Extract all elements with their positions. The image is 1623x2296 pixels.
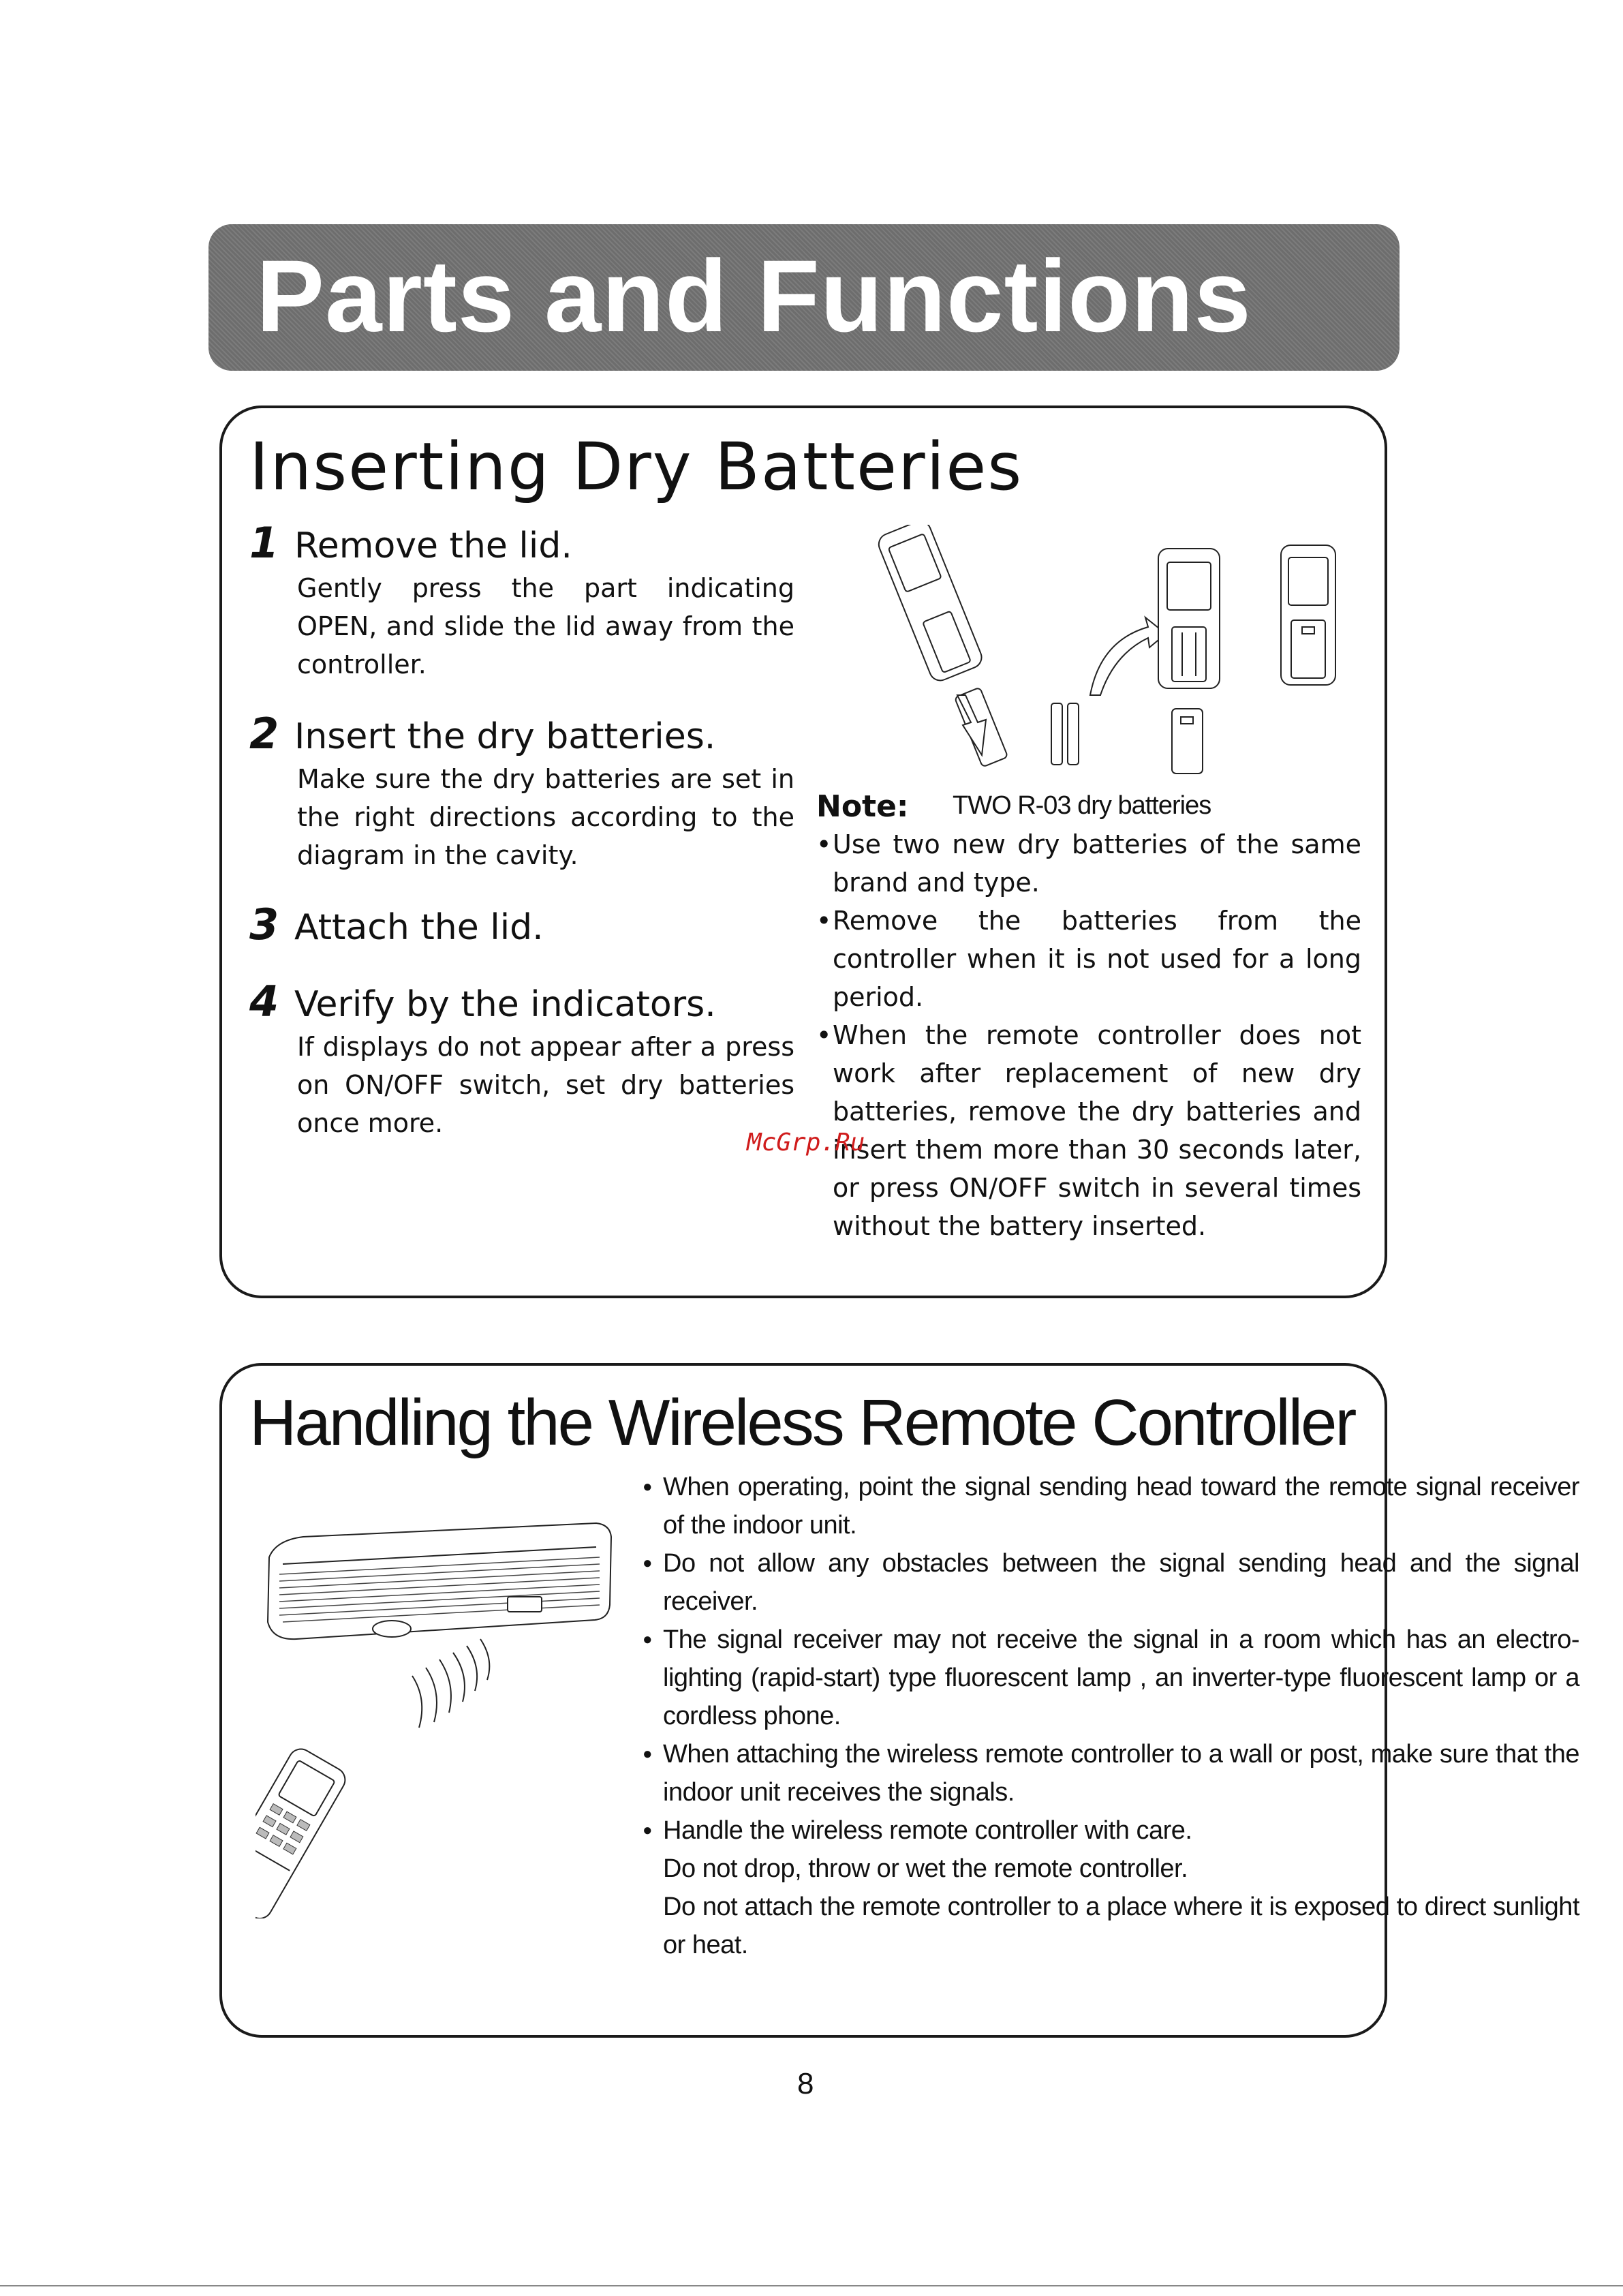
note-list: [816, 825, 1361, 1245]
note-battery-type: TWO R-03 dry batteries: [953, 791, 1211, 820]
step-1: [249, 518, 794, 679]
note-item: • When the remote controller does not work after replacement of new dry batteries, remove the dry batteries and insert them more than 30 seconds later, or press ON/OFF switch in several times without the battery inserted.: [816, 1016, 1361, 1245]
note-heading: [816, 786, 1211, 827]
handling-list: [643, 1468, 1579, 1964]
step-2: [249, 709, 794, 870]
step-3: [249, 900, 544, 952]
page-title: Parts and Functions: [256, 239, 1252, 353]
step-number: 2: [249, 709, 279, 759]
step-4: [249, 977, 794, 1138]
step-number: 1: [249, 518, 279, 568]
batteries-heading: Inserting Dry Batteries: [249, 429, 1023, 505]
section-banner: [208, 224, 1400, 371]
note-item: • Use two new dry batteries of the same brand and type.: [816, 825, 1361, 902]
page-bottom-rule: [0, 2285, 1623, 2286]
note-label: Note:: [816, 789, 909, 824]
step-description: Gently press the part indicating OPEN, and slide the lid away from the controller.: [297, 573, 794, 679]
battery-insertion-illustration: [855, 525, 1387, 784]
step-description: Make sure the dry batteries are set in the right directions according to the diagram in the cavity.: [297, 764, 794, 870]
page-number: 8: [797, 2067, 814, 2100]
handling-item: ● Do not allow any obstacles between the signal sending head and the signal receiver.: [643, 1544, 1579, 1621]
handling-item: ● When attaching the wireless remote controller to a wall or post, make sure that the indoor unit receives the signals.: [643, 1735, 1579, 1811]
handling-item: ● The signal receiver may not receive the signal in a room which has an electro-lighting (rapid-start) type fluorescent lamp , an inverter-type fluorescent lamp or a cordless phone.: [643, 1621, 1579, 1735]
indoor-unit-remote-illustration: [256, 1510, 620, 1918]
step-number: 3: [249, 900, 279, 949]
step-title: Insert the dry batteries.: [294, 716, 716, 757]
handling-item: ● When operating, point the signal sending head toward the remote signal receiver of the indoor unit.: [643, 1468, 1579, 1544]
watermark: McGrp.Ru: [747, 1129, 865, 1157]
step-description: If displays do not appear after a press on ON/OFF switch, set dry batteries once more.: [297, 1032, 794, 1138]
handling-item: ● Handle the wireless remote controller with care. Do not drop, throw or wet the remote controller. Do not attach the remote controller to a place where it is exposed to direct sunlight or heat.: [643, 1811, 1579, 1964]
step-title: Remove the lid.: [294, 525, 572, 566]
note-item: • Remove the batteries from the controller when it is not used for a long period.: [816, 902, 1361, 1016]
handling-heading: Handling the Wireless Remote Controller: [249, 1386, 1355, 1459]
step-title: Attach the lid.: [294, 907, 544, 948]
step-title: Verify by the indicators.: [294, 984, 716, 1025]
step-number: 4: [249, 977, 279, 1026]
